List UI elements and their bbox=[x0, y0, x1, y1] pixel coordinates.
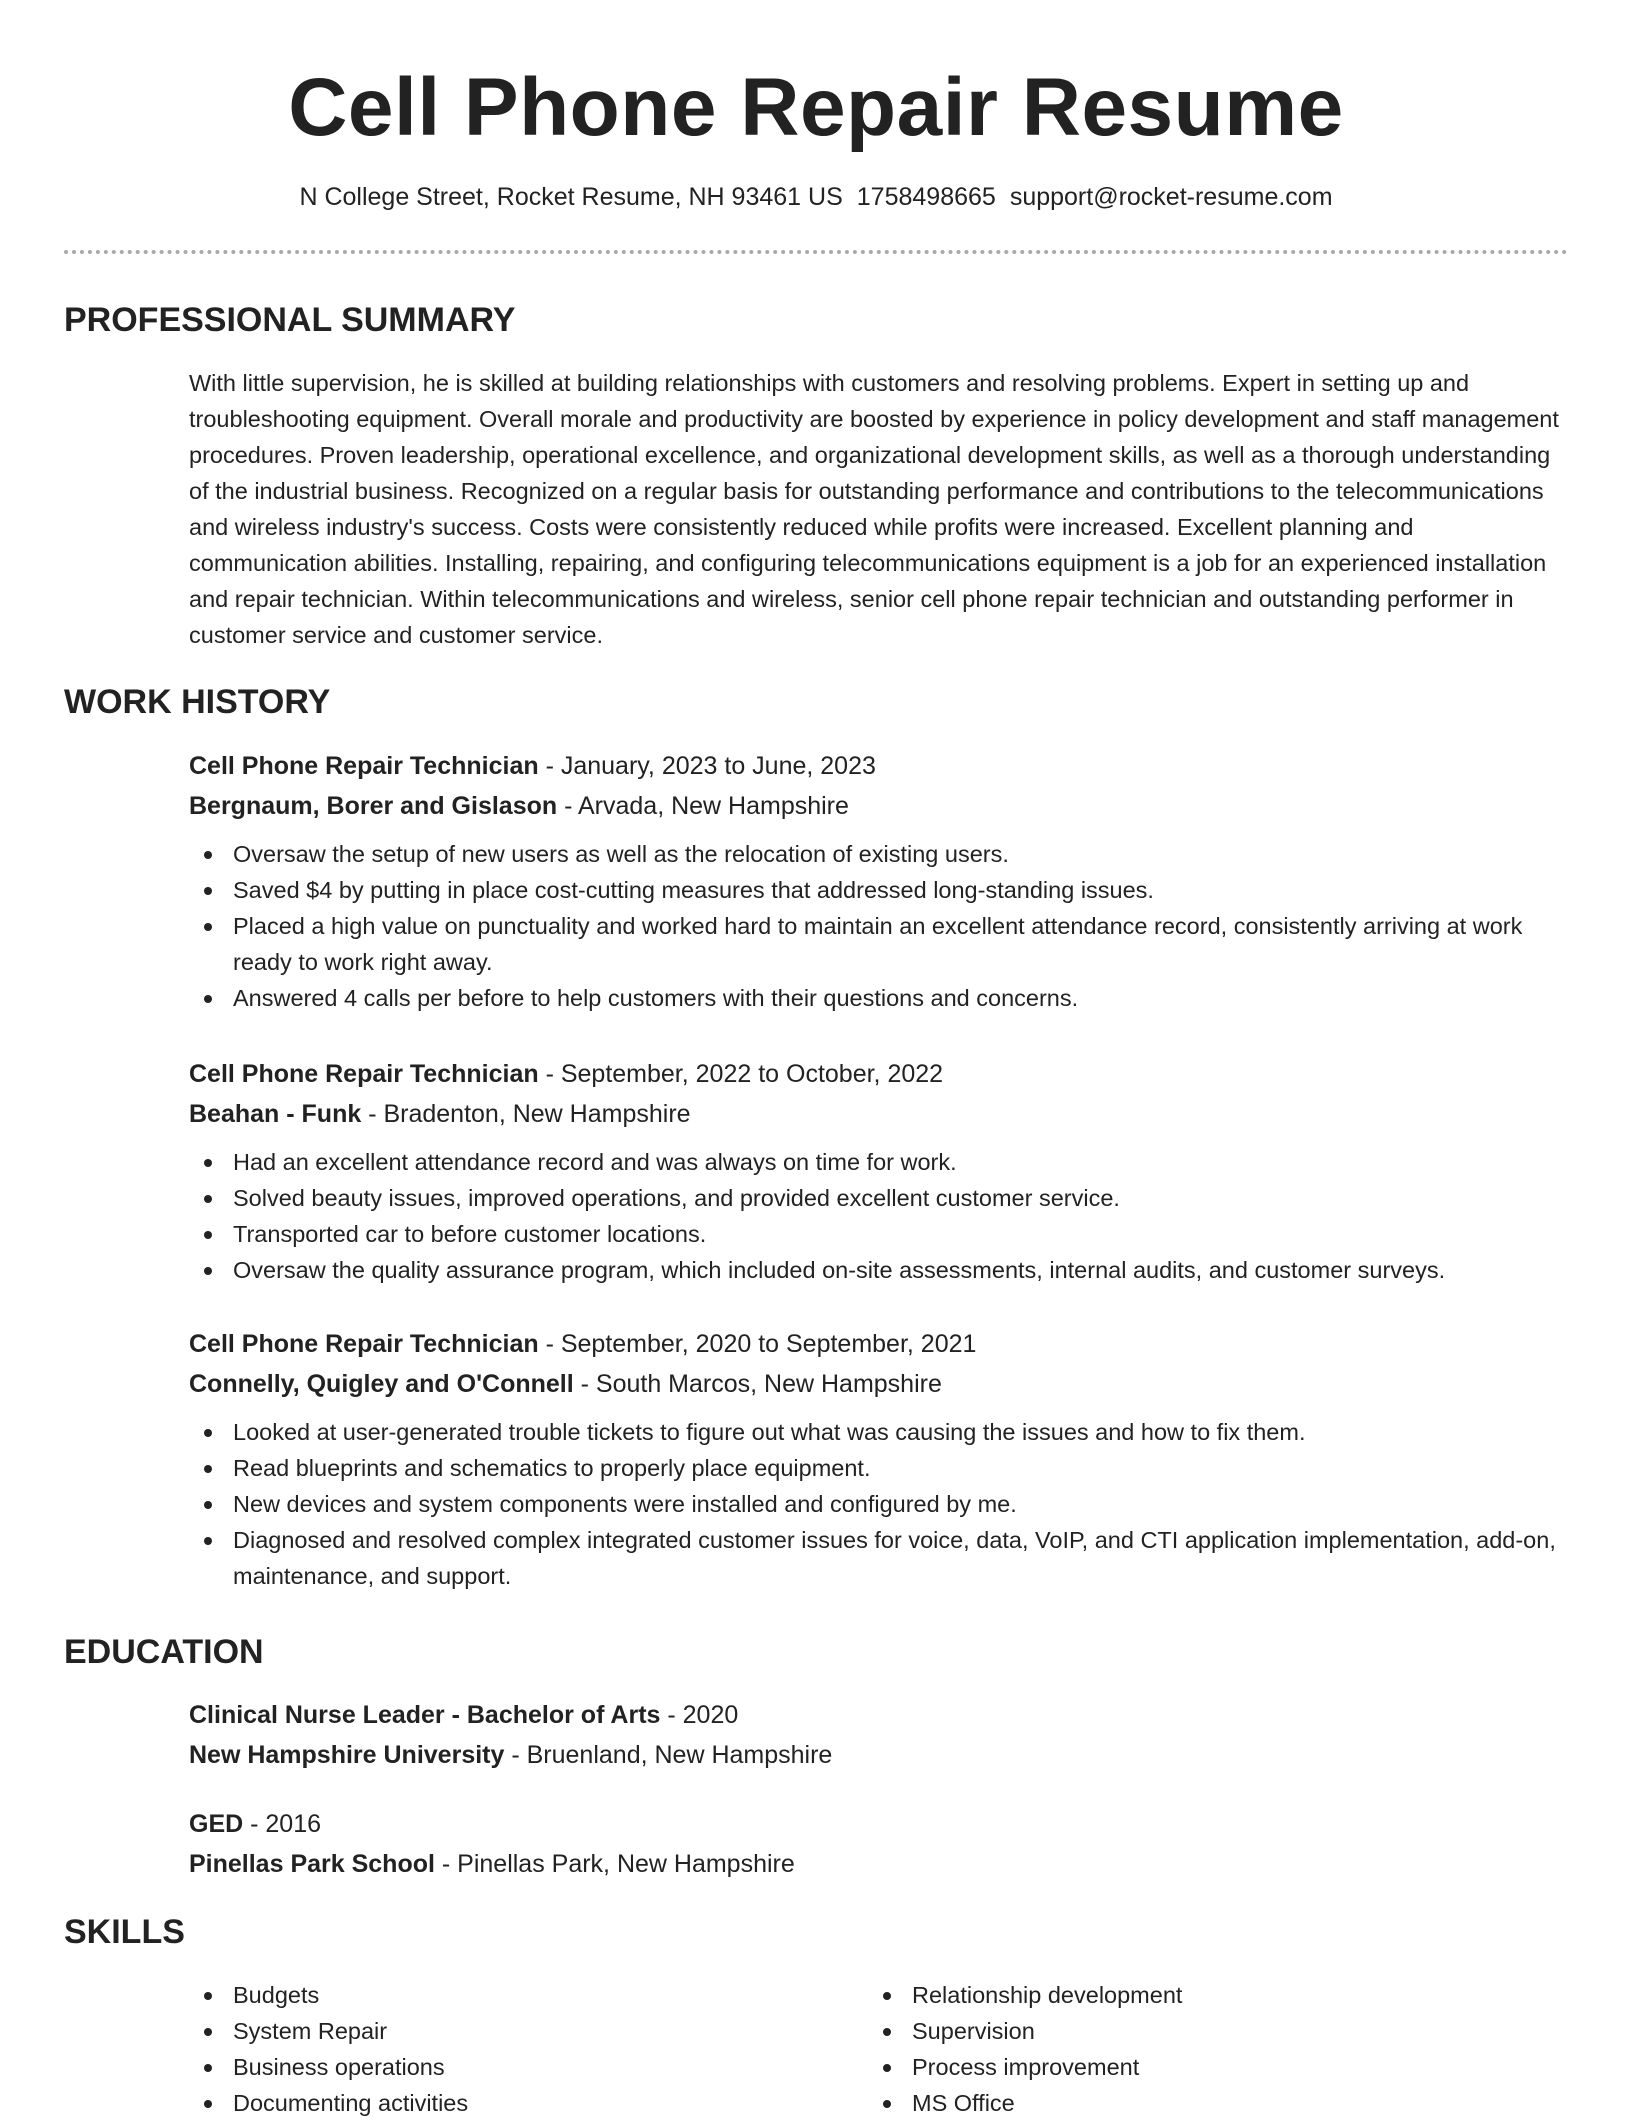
summary-section bbox=[189, 365, 1570, 653]
list-item: Looked at user-generated trouble tickets to figure out what was causing the issues and how to fix them. bbox=[189, 1414, 1570, 1450]
job-dates: - January, 2023 to June, 2023 bbox=[538, 752, 876, 780]
job-title-line bbox=[189, 1324, 1570, 1364]
contact-phone: 1758498665 bbox=[856, 183, 996, 211]
education-degree-line bbox=[189, 1695, 1570, 1735]
list-item: Diagnosed and resolved complex integrated customer issues for voice, data, VoIP, and CTI application implementation, add-on, maintenance, and support. bbox=[189, 1522, 1570, 1594]
education-year: - 2016 bbox=[243, 1810, 322, 1838]
education-year: - 2020 bbox=[660, 1701, 739, 1729]
work-history-heading: WORK HISTORY bbox=[64, 683, 331, 721]
job-entry bbox=[189, 746, 1570, 1016]
job-company-line bbox=[189, 786, 1570, 826]
job-entry bbox=[189, 1324, 1570, 1594]
job-dates: - September, 2020 to September, 2021 bbox=[538, 1330, 977, 1358]
list-item: MS Office bbox=[868, 2085, 1468, 2121]
job-bullets bbox=[189, 1414, 1570, 1594]
education-location: - Pinellas Park, New Hampshire bbox=[434, 1850, 795, 1878]
education-degree: Clinical Nurse Leader - Bachelor of Arts bbox=[189, 1701, 661, 1729]
list-item: System Repair bbox=[189, 2013, 789, 2049]
skills-column-right bbox=[868, 1977, 1468, 2121]
list-item: Oversaw the setup of new users as well as the relocation of existing users. bbox=[189, 836, 1570, 872]
job-title: Cell Phone Repair Technician bbox=[189, 752, 539, 780]
list-item: Documenting activities bbox=[189, 2085, 789, 2121]
contact-address: N College Street, Rocket Resume, NH 93461 US bbox=[299, 183, 843, 211]
list-item: Read blueprints and schematics to properly place equipment. bbox=[189, 1450, 1570, 1486]
skills-list bbox=[189, 1977, 789, 2121]
skills-column-left bbox=[189, 1977, 789, 2121]
job-title: Cell Phone Repair Technician bbox=[189, 1060, 539, 1088]
education-school: New Hampshire University bbox=[189, 1741, 505, 1769]
education-heading: EDUCATION bbox=[64, 1633, 264, 1671]
education-entry bbox=[189, 1804, 1570, 1884]
contact-email: support@rocket-resume.com bbox=[1009, 183, 1333, 211]
education-degree-line bbox=[189, 1804, 1570, 1844]
job-title: Cell Phone Repair Technician bbox=[189, 1330, 539, 1358]
list-item: Budgets bbox=[189, 1977, 789, 2013]
job-company-line bbox=[189, 1364, 1570, 1404]
job-location: - South Marcos, New Hampshire bbox=[573, 1370, 942, 1398]
education-entry bbox=[189, 1695, 1570, 1775]
job-title-line bbox=[189, 1054, 1570, 1094]
job-company: Beahan - Funk bbox=[189, 1100, 362, 1128]
summary-text: With little supervision, he is skilled at building relationships with customers and resolving problems. Expert in setting up and troubleshooting equipment. Overall morale and productivity are boosted by experience in policy development and staff management procedures. Proven leadership, operational excellence, and organizational development skills, as well as a thorough understanding of the industrial business. Recognized on a regular basis for outstanding performance and contributions to the telecommunications and wireless industry's success. Costs were consistently reduced while profits were increased. Excellent planning and communication abilities. Installing, repairing, and configuring telecommunications equipment is a job for an experienced installation and repair technician. Within telecommunications and wireless, senior cell phone repair technician and outstanding performer in customer service and customer service. bbox=[189, 370, 1559, 648]
job-title-line bbox=[189, 746, 1570, 786]
list-item: New devices and system components were installed and configured by me. bbox=[189, 1486, 1570, 1522]
job-company-line bbox=[189, 1094, 1570, 1134]
list-item: Relationship development bbox=[868, 1977, 1468, 2013]
resume-title: Cell Phone Repair Resume bbox=[288, 62, 1344, 153]
job-entry bbox=[189, 1054, 1570, 1288]
education-school-line bbox=[189, 1735, 1570, 1775]
skills-list bbox=[868, 1977, 1468, 2121]
education-school-line bbox=[189, 1844, 1570, 1884]
job-dates: - September, 2022 to October, 2022 bbox=[538, 1060, 944, 1088]
job-location: - Bradenton, New Hampshire bbox=[361, 1100, 691, 1128]
list-item: Answered 4 calls per before to help customers with their questions and concerns. bbox=[189, 980, 1570, 1016]
summary-heading: PROFESSIONAL SUMMARY bbox=[64, 301, 516, 339]
list-item: Oversaw the quality assurance program, which included on-site assessments, internal audits, and customer surveys. bbox=[189, 1252, 1570, 1288]
header-divider bbox=[64, 250, 1568, 254]
skills-heading: SKILLS bbox=[64, 1913, 185, 1951]
education-school: Pinellas Park School bbox=[189, 1850, 435, 1878]
job-bullets bbox=[189, 836, 1570, 1016]
job-company: Bergnaum, Borer and Gislason bbox=[189, 792, 558, 820]
list-item: Business operations bbox=[189, 2049, 789, 2085]
list-item: Process improvement bbox=[868, 2049, 1468, 2085]
job-company: Connelly, Quigley and O'Connell bbox=[189, 1370, 574, 1398]
job-bullets bbox=[189, 1144, 1570, 1288]
job-location: - Arvada, New Hampshire bbox=[557, 792, 849, 820]
list-item: Supervision bbox=[868, 2013, 1468, 2049]
contact-line bbox=[0, 180, 1632, 214]
list-item: Transported car to before customer locations. bbox=[189, 1216, 1570, 1252]
education-location: - Bruenland, New Hampshire bbox=[504, 1741, 833, 1769]
education-degree: GED bbox=[189, 1810, 244, 1838]
list-item: Had an excellent attendance record and was always on time for work. bbox=[189, 1144, 1570, 1180]
list-item: Solved beauty issues, improved operations, and provided excellent customer service. bbox=[189, 1180, 1570, 1216]
list-item: Saved $4 by putting in place cost-cutting measures that addressed long-standing issues. bbox=[189, 872, 1570, 908]
list-item: Placed a high value on punctuality and worked hard to maintain an excellent attendance record, consistently arriving at work ready to work right away. bbox=[189, 908, 1570, 980]
